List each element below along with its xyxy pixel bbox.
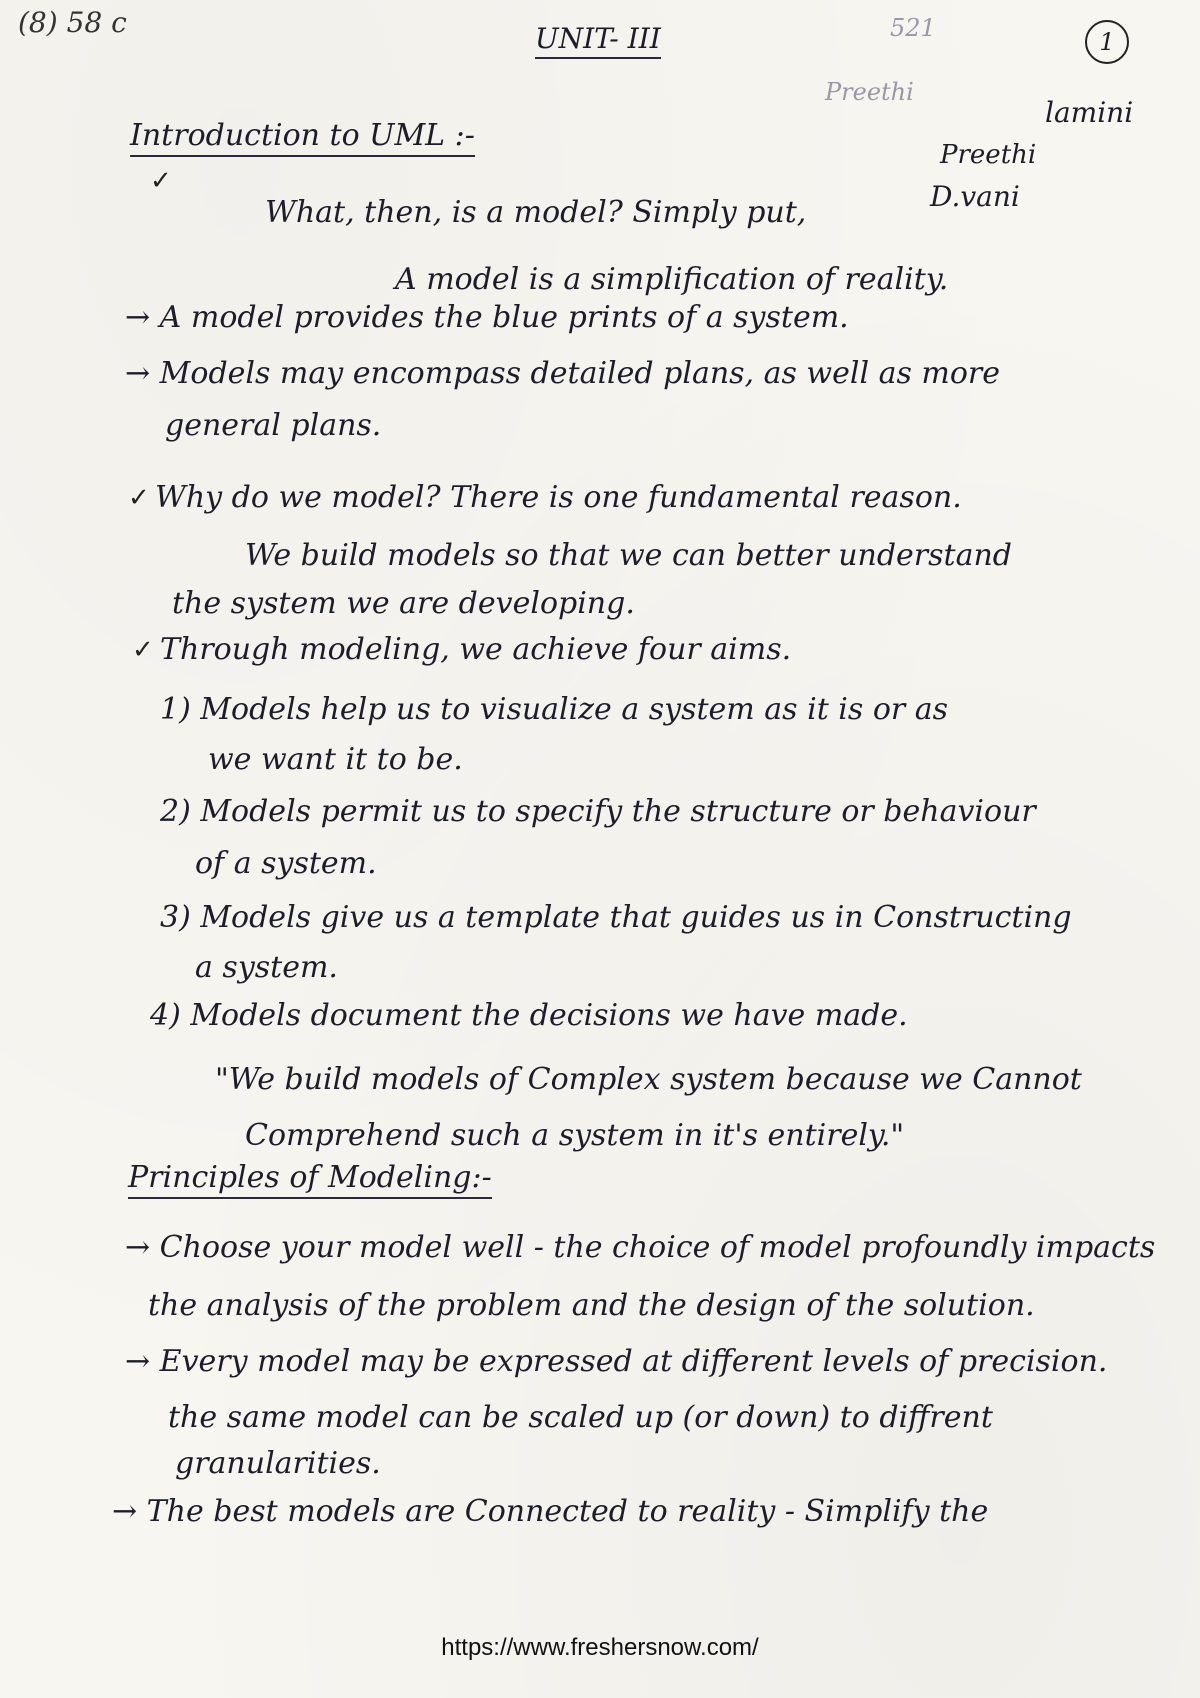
check-mark-icon: ✓ — [132, 635, 154, 665]
unit-title: UNIT- III — [535, 22, 661, 59]
text-line: Why do we model? There is one fundamental reason. — [155, 480, 962, 515]
footer-url[interactable]: https://www.freshersnow.com/ — [441, 1634, 759, 1661]
list-item-continued: we want it to be. — [208, 742, 463, 777]
quote-line: "We build models of Complex system because we Cannot — [215, 1062, 1082, 1097]
name-note-2: lamini — [1045, 96, 1134, 129]
quote-line: Comprehend such a system in it's entirely." — [245, 1118, 905, 1153]
page-number: 1 — [1085, 20, 1129, 64]
text-line: → The best models are Connected to reality - Simplify the — [112, 1494, 989, 1529]
text-line: → Every model may be expressed at different levels of precision. — [125, 1344, 1108, 1379]
text-line: the system we are developing. — [172, 586, 635, 621]
name-note-3: Preethi — [940, 140, 1037, 170]
text-line: A model is a simplification of reality. — [395, 262, 949, 297]
list-item: 3) Models give us a template that guides us in Constructing — [160, 900, 1072, 935]
section-heading: Introduction to UML :- — [130, 118, 475, 157]
text-line: the analysis of the problem and the design of the solution. — [148, 1288, 1035, 1323]
text-line: → A model provides the blue prints of a system. — [125, 300, 849, 335]
text-line: → Models may encompass detailed plans, as well as more — [125, 356, 1001, 391]
corner-note: (8) 58 c — [18, 6, 127, 39]
name-note-4: D.vani — [930, 180, 1020, 213]
text-line: granularities. — [175, 1446, 381, 1481]
check-mark-icon: ✓ — [128, 483, 150, 513]
text-line: Through modeling, we achieve four aims. — [160, 632, 792, 667]
section-heading: Principles of Modeling:- — [128, 1160, 492, 1199]
text-line: general plans. — [165, 408, 382, 443]
list-item-continued: of a system. — [195, 846, 377, 881]
text-line: What, then, is a model? Simply put, — [265, 195, 807, 230]
list-item: 2) Models permit us to specify the structure or behaviour — [160, 794, 1036, 829]
check-mark-icon: ✓ — [150, 166, 172, 196]
text-line: We build models so that we can better understand — [245, 538, 1012, 573]
list-item: 4) Models document the decisions we have made. — [150, 998, 908, 1033]
name-note-1: Preethi — [825, 78, 914, 106]
list-item-continued: a system. — [195, 950, 338, 985]
text-line: the same model can be scaled up (or down) to diffrent — [168, 1400, 993, 1435]
text-line: → Choose your model well - the choice of model profoundly impacts — [125, 1230, 1156, 1265]
top-number: 521 — [890, 14, 936, 42]
list-item: 1) Models help us to visualize a system as it is or as — [160, 692, 949, 727]
